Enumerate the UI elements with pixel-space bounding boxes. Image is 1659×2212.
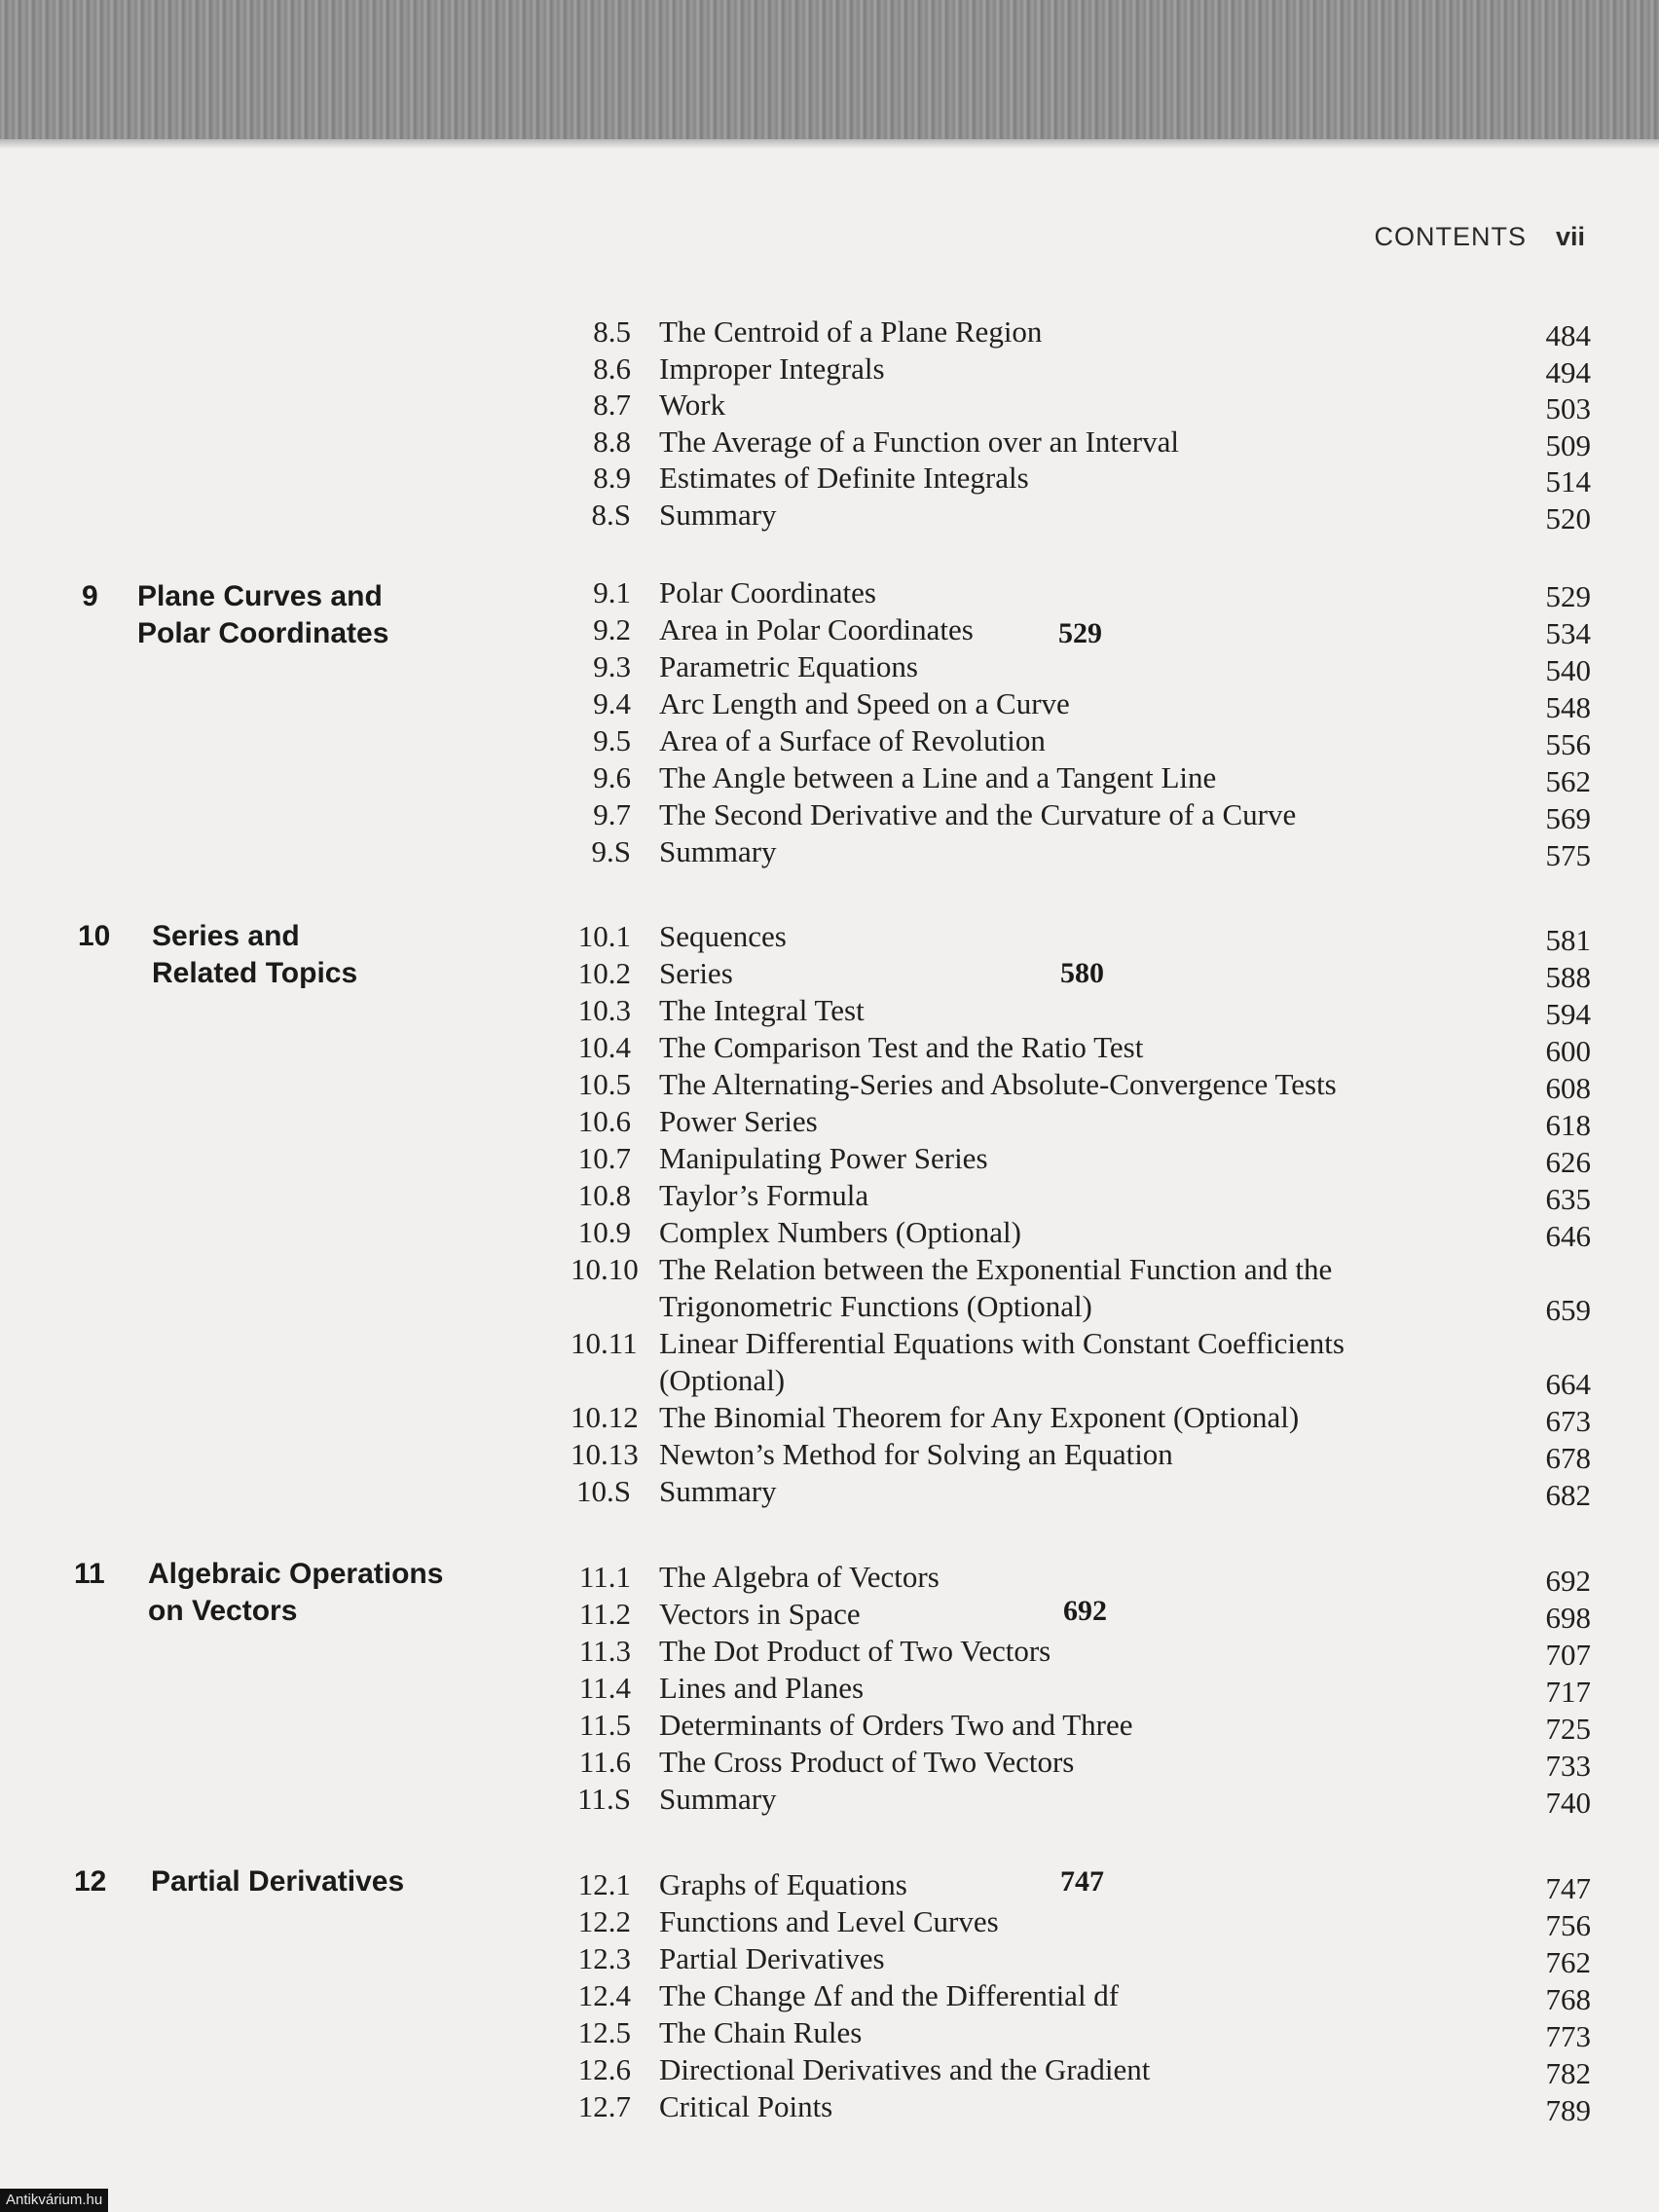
section-title: The Cross Product of Two Vectors [659, 1745, 1075, 1779]
chapter-page: 529 [1058, 617, 1102, 649]
chapter-title: Series and [152, 920, 300, 952]
section-page: 529 [1545, 579, 1591, 613]
section-number: 8.9 [593, 461, 631, 495]
section-page: 664 [1545, 1367, 1591, 1401]
section-title: The Change Δf and the Differential df [659, 1978, 1120, 2012]
section-page: 548 [1545, 690, 1591, 724]
section-title: Arc Length and Speed on a Curve [659, 686, 1070, 720]
section-page: 789 [1545, 2093, 1591, 2127]
section-number: 10.5 [577, 1067, 631, 1101]
section-number: 11.4 [578, 1671, 631, 1705]
section-title: The Integral Test [659, 993, 865, 1027]
chapter-title: Partial Derivatives [151, 1865, 405, 1898]
watermark: Antikvárium.hu [0, 2189, 108, 2212]
section-page: 520 [1545, 501, 1591, 535]
section-title: Determinants of Orders Two and Three [659, 1708, 1133, 1742]
chapter-page: 580 [1060, 957, 1104, 989]
section-page: 717 [1545, 1675, 1591, 1709]
section-number: 12.3 [577, 1941, 631, 1975]
section-page: 514 [1545, 464, 1591, 498]
section-number: 12.2 [577, 1904, 631, 1938]
section-page: 534 [1545, 616, 1591, 650]
section-number: 10.S [576, 1474, 631, 1508]
section-title: Newton’s Method for Solving an Equation [659, 1437, 1173, 1471]
section-title: Power Series [659, 1104, 818, 1138]
section-title: Polar Coordinates [659, 575, 876, 609]
section-page: 707 [1545, 1638, 1591, 1672]
chapter-number: 11 [74, 1558, 105, 1590]
chapter-number: 9 [82, 580, 98, 612]
section-page: 618 [1545, 1108, 1591, 1142]
section-title: The Alternating-Series and Absolute-Convergence Tests [659, 1067, 1337, 1101]
section-page: 569 [1545, 801, 1591, 835]
section-title: Sequences [659, 919, 787, 953]
chapter-number: 12 [74, 1865, 107, 1898]
section-page: 747 [1545, 1871, 1591, 1905]
section-title: Work [659, 387, 726, 422]
section-number: 8.7 [593, 387, 631, 422]
section-page: 678 [1545, 1441, 1591, 1475]
section-title: Partial Derivatives [659, 1941, 885, 1975]
section-number: 10.11 [571, 1326, 638, 1360]
section-title: The Angle between a Line and a Tangent Line [659, 760, 1217, 794]
section-page: 562 [1545, 764, 1591, 798]
section-title: The Centroid of a Plane Region [659, 314, 1043, 349]
section-number: 8.5 [593, 314, 631, 349]
section-page: 673 [1545, 1404, 1591, 1438]
section-page: 494 [1545, 355, 1591, 389]
section-title: Summary [659, 834, 777, 868]
section-title: Manipulating Power Series [659, 1141, 988, 1175]
chapter-page: 692 [1063, 1595, 1107, 1627]
section-number: 9.S [591, 834, 631, 868]
section-number: 10.12 [571, 1400, 639, 1434]
section-page: 682 [1545, 1478, 1591, 1512]
section-title: Complex Numbers (Optional) [659, 1215, 1021, 1249]
section-number: 12.5 [577, 2015, 631, 2049]
section-number: 9.5 [593, 723, 631, 757]
section-number: 11.3 [578, 1634, 631, 1668]
section-title: The Relation between the Exponential Function and the [659, 1252, 1333, 1286]
section-number: 8.6 [593, 351, 631, 386]
section-page: 594 [1545, 997, 1591, 1031]
section-number: 10.6 [577, 1104, 631, 1138]
section-title: Series [659, 956, 733, 990]
section-number: 9.3 [593, 649, 631, 683]
section-page: 733 [1545, 1749, 1591, 1783]
section-page: 608 [1545, 1071, 1591, 1105]
section-number: 10.7 [577, 1141, 631, 1175]
section-number: 12.1 [577, 1867, 631, 1901]
section-title: Improper Integrals [659, 351, 885, 386]
section-title: The Comparison Test and the Ratio Test [659, 1030, 1144, 1064]
section-page: 762 [1545, 1945, 1591, 1979]
section-number: 9.2 [593, 612, 631, 646]
section-number: 11.1 [578, 1560, 631, 1594]
section-title: The Average of a Function over an Interval [659, 424, 1179, 459]
section-title: Graphs of Equations [659, 1867, 907, 1901]
section-page: 503 [1545, 391, 1591, 425]
section-page: 635 [1545, 1182, 1591, 1216]
section-page: 509 [1545, 428, 1591, 462]
section-page: 626 [1545, 1145, 1591, 1179]
section-number: 9.7 [593, 797, 631, 831]
section-title: Summary [659, 1782, 777, 1816]
section-title: Summary [659, 498, 777, 532]
chapter-number: 10 [78, 920, 111, 952]
section-title: The Second Derivative and the Curvature of a Curve [659, 797, 1297, 831]
section-number: 9.1 [593, 575, 631, 609]
section-title: Linear Differential Equations with Constant Coefficients [659, 1326, 1345, 1360]
section-number: 10.8 [577, 1178, 631, 1212]
chapter-title: Related Topics [152, 957, 358, 989]
section-number: 10.2 [577, 956, 631, 990]
section-number: 10.10 [571, 1252, 639, 1286]
section-page: 556 [1545, 727, 1591, 761]
chapter-title: Plane Curves and [137, 580, 383, 612]
section-title-continued: (Optional) [659, 1363, 786, 1397]
section-page: 698 [1545, 1601, 1591, 1635]
section-number: 10.3 [577, 993, 631, 1027]
section-page: 575 [1545, 838, 1591, 872]
running-head: CONTENTS [1374, 222, 1527, 251]
chapter-page: 747 [1060, 1865, 1104, 1898]
chapter-title: on Vectors [148, 1595, 298, 1627]
section-title: Directional Derivatives and the Gradient [659, 2052, 1151, 2086]
section-number: 10.9 [577, 1215, 631, 1249]
section-number: 9.4 [593, 686, 631, 720]
section-title: The Binomial Theorem for Any Exponent (Optional) [659, 1400, 1300, 1434]
section-number: 11.S [577, 1782, 631, 1816]
section-page: 659 [1545, 1293, 1591, 1327]
section-page: 725 [1545, 1712, 1591, 1746]
section-page: 773 [1545, 2019, 1591, 2053]
section-number: 12.7 [577, 2089, 631, 2123]
section-page: 646 [1545, 1219, 1591, 1253]
section-title: Vectors in Space [659, 1597, 861, 1631]
section-page: 768 [1545, 1982, 1591, 2016]
section-page: 756 [1545, 1908, 1591, 1942]
section-number: 10.13 [571, 1437, 639, 1471]
section-title: Functions and Level Curves [659, 1904, 999, 1938]
section-number: 9.6 [593, 760, 631, 794]
section-number: 8.8 [593, 424, 631, 459]
section-page: 484 [1545, 318, 1591, 352]
section-title: Summary [659, 1474, 777, 1508]
section-title: Area in Polar Coordinates [659, 612, 974, 646]
section-title: Taylor’s Formula [659, 1178, 869, 1212]
section-title: Critical Points [659, 2089, 833, 2123]
section-page: 740 [1545, 1786, 1591, 1820]
section-number: 11.5 [578, 1708, 631, 1742]
section-number: 12.4 [577, 1978, 631, 2012]
section-page: 581 [1545, 923, 1591, 957]
section-page: 782 [1545, 2056, 1591, 2090]
section-title: The Dot Product of Two Vectors [659, 1634, 1051, 1668]
section-title: Lines and Planes [659, 1671, 865, 1705]
section-number: 10.1 [577, 919, 631, 953]
section-page: 692 [1545, 1564, 1591, 1598]
section-number: 10.4 [577, 1030, 631, 1064]
section-title: The Chain Rules [659, 2015, 863, 2049]
chapter-title: Algebraic Operations [148, 1558, 444, 1590]
section-number: 12.6 [577, 2052, 631, 2086]
section-number: 11.2 [578, 1597, 631, 1631]
section-title-continued: Trigonometric Functions (Optional) [659, 1289, 1092, 1323]
section-page: 600 [1545, 1034, 1591, 1068]
section-title: Parametric Equations [659, 649, 918, 683]
chapter-title: Polar Coordinates [137, 617, 389, 649]
page-number: vii [1555, 222, 1585, 251]
section-title: Area of a Surface of Revolution [659, 723, 1046, 757]
section-title: The Algebra of Vectors [659, 1560, 940, 1594]
section-title: Estimates of Definite Integrals [659, 461, 1029, 495]
section-number: 11.6 [578, 1745, 631, 1779]
section-page: 540 [1545, 653, 1591, 687]
section-number: 8.S [591, 498, 631, 532]
section-page: 588 [1545, 960, 1591, 994]
